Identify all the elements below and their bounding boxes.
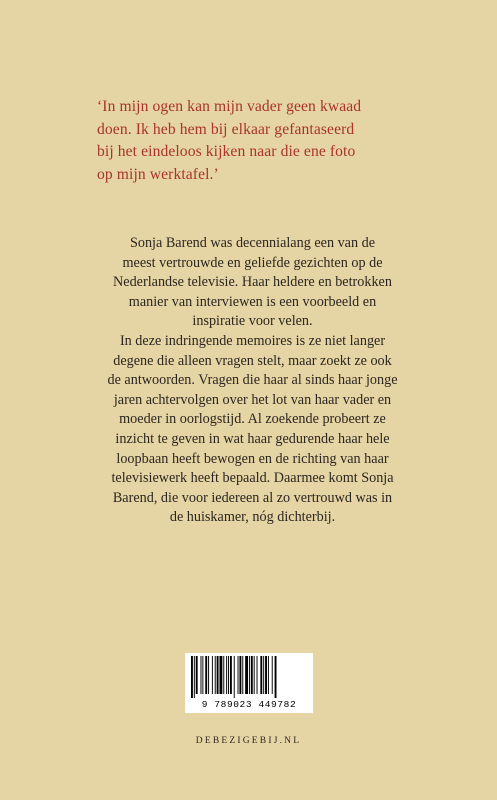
barcode-bar — [265, 656, 267, 694]
barcode-bar — [272, 656, 273, 694]
isbn-barcode — [185, 653, 313, 713]
barcode-bar — [202, 656, 203, 694]
quote-line: ‘In mijn ogen kan mijn vader geen kwaad — [97, 98, 362, 115]
quote-line: op mijn werktafel.’ — [97, 165, 219, 183]
blurb-line: de huiskamer, nóg dichterbij. — [169, 509, 336, 526]
barcode-bar — [194, 656, 195, 698]
barcode-bar — [223, 656, 224, 694]
barcode-bar — [275, 656, 277, 698]
pull-quote — [97, 96, 437, 186]
barcode-bar — [260, 656, 262, 694]
barcode-bar — [238, 656, 239, 694]
barcode-bar — [230, 656, 232, 694]
blurb-line: Sonja Barend was decennialang een van de — [129, 235, 376, 251]
blurb-line: manier van interviewen is een voorbeeld en — [128, 293, 377, 310]
publisher-website: DEBEZIGEBIJ.NL — [195, 736, 302, 746]
quote-line: bij het eindeloos kijken naar die ene foto — [97, 143, 356, 160]
barcode-bar — [226, 656, 227, 694]
barcode-bar — [217, 656, 219, 694]
blurb-line: inzicht te geven in wat haar gedurende haar hele — [115, 430, 390, 447]
blurb-line: jaren achtervolgen over het lot van haar vader en — [113, 391, 392, 408]
blurb-line: moeder in oorlogstijd. Al zoekende probeert ze — [119, 411, 386, 428]
book-blurb — [100, 234, 405, 528]
barcode-bar — [196, 656, 198, 694]
barcode-bar — [212, 656, 213, 694]
barcode-bar — [242, 656, 243, 694]
barcode-bar — [249, 656, 250, 694]
barcode-digits: 9 789023 449782 — [201, 699, 297, 710]
barcode-bar — [191, 656, 193, 698]
blurb-line: de antwoorden. Vragen die haar al sinds haar jonge — [107, 372, 398, 389]
blurb-line: degene die alleen vragen stelt, maar zoekt ze ook — [113, 352, 392, 369]
quote-line: doen. Ik heb hem bij elkaar gefantaseerd — [97, 120, 355, 138]
barcode-bar — [205, 656, 207, 694]
barcode-bar — [263, 656, 264, 694]
blurb-line: inspiratie voor velen. — [192, 313, 313, 330]
barcode-bars — [189, 656, 309, 698]
blurb-line: Nederlandse televisie. Haar heldere en betrokken — [113, 274, 392, 291]
barcode-bar — [215, 656, 216, 694]
barcode-bar — [268, 656, 269, 694]
barcode-bar — [228, 656, 229, 694]
blurb-line: In deze indringende memoires is ze niet langer — [119, 332, 386, 349]
barcode-bar — [201, 656, 202, 694]
blurb-line: loopbaan heeft bewogen en de richting van haar — [116, 450, 389, 467]
barcode-bar — [251, 656, 253, 694]
barcode-bar — [254, 656, 255, 694]
barcode-bar — [234, 656, 235, 698]
barcode-bar — [257, 656, 258, 694]
barcode-bar — [239, 656, 241, 694]
barcode-bar — [208, 656, 209, 694]
blurb-line: televisiewerk heeft bepaald. Daarmee komt Sonja — [111, 470, 394, 487]
barcode-bar — [245, 656, 248, 694]
blurb-line: meest vertrouwde en geliefde gezichten op de — [122, 254, 383, 271]
blurb-line: Barend, die voor iedereen al zo vertrouwd was in — [112, 489, 393, 506]
barcode-bar — [220, 656, 223, 694]
